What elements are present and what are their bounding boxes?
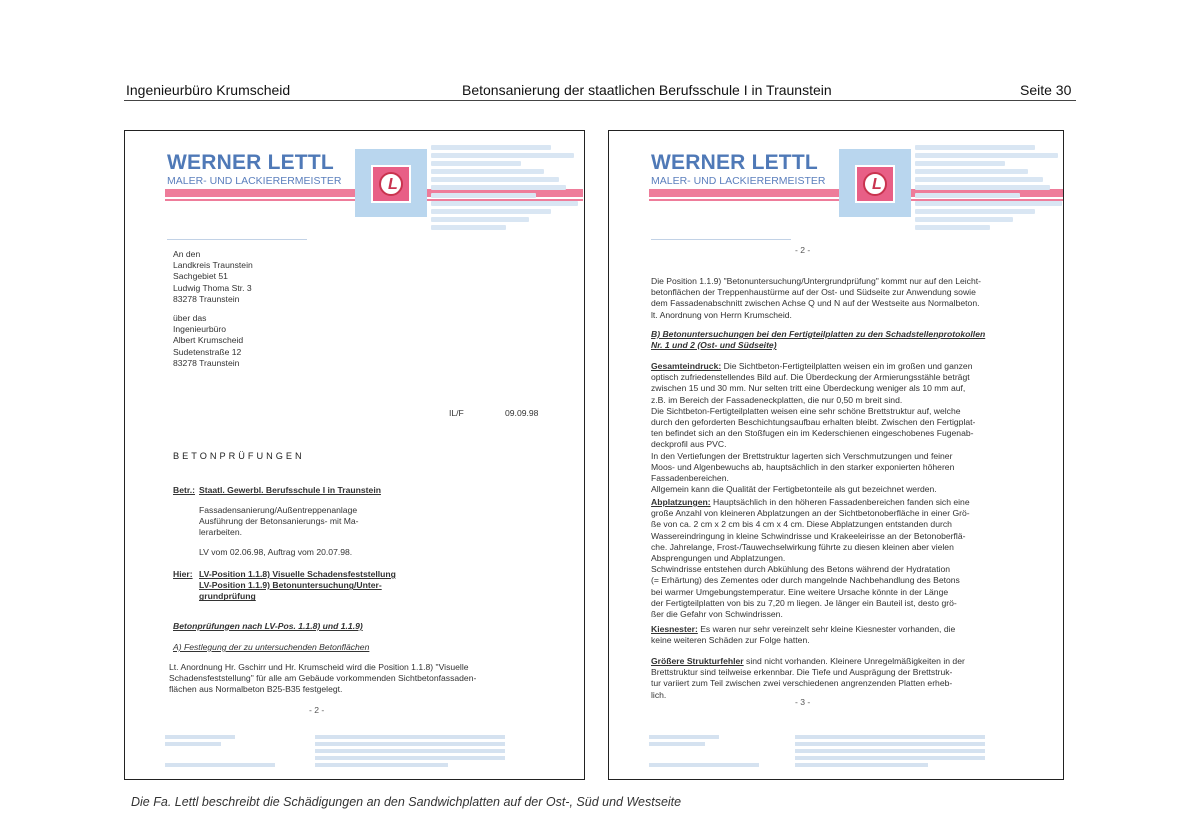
brand-name: WERNER LETTL <box>651 151 818 174</box>
brand-subtitle: MALER- UND LACKIERERMEISTER <box>167 175 342 187</box>
sender-line <box>651 239 791 240</box>
betr-value: Staatl. Gewerbl. Berufsschule I in Traunstein <box>199 485 381 495</box>
logo-letter: L <box>388 176 398 193</box>
brand-logo <box>839 149 911 217</box>
section-a-heading: A) Festlegung der zu untersuchenden Betonflächen <box>173 642 370 652</box>
letter-date: 09.09.98 <box>505 408 539 418</box>
header-center: Betonsanierung der staatlichen Berufsschule I in Traunstein <box>462 82 832 98</box>
logo-letter: L <box>872 176 882 193</box>
footer-bank <box>795 735 985 767</box>
gesamt-paragraph: Gesamteindruck: Die Sichtbeton-Fertigteilplatten weisen ein im großen und ganzen optisch zufriedenstellendes Bild auf. Die Überdeckung der Armierungsstähle beträgt zwischen 15 und 30 mm. Nur selten tritt eine Überdeckung weniger als 10 mm auf, z.B. im Bereich der Fassadeneckplatten, die nur 0,50 m breit sind. Die Sichtbeton-Fertigteilplatten weisen eine sehr schöne Brettstruktur auf, welche durch den geforderten Beschichtungsaufbau erhalten bleibt. Zwischen den Fertigplat- ten befindet sich an den Stoßfugen ein im Kederschienen eingeschobenes Fugenab- deckprofil aus PVC. In den Vertiefungen der Brettstruktur lagerten sich Verschmutzungen und feiner Moos- und Algenbewuchs ab, hauptsächlich in den starker exponierten höheren Fassadenbereichen. Allgemein kann die Qualität der Fertigbetonteile als gut bezeichnet werden. <box>651 361 976 495</box>
intro-paragraph: Die Position 1.1.9) "Betonuntersuchung/Untergrundprüfung" kommt nur auf den Leicht- betonflächen der Treppenhaustürme auf der Ost- und Südseite zur Anwendung sowie dem Fassadenabschnitt zwischen Achse Q und N auf der Westseite aus Normalbeton. lt. Anordnung von Herrn Krumscheid. <box>651 276 981 320</box>
recipient-address: An den Landkreis Traunstein Sachgebiet 51 Ludwig Thoma Str. 3 83278 Traunstein <box>173 249 253 304</box>
via-address: über das Ingenieurbüro Albert Krumscheid Sudetenstraße 12 83278 Traunstein <box>173 313 244 368</box>
strukturfehler-paragraph: Größere Strukturfehler sind nicht vorhanden. Kleinere Unregelmäßigkeiten in der Brettstruktur sind teilweise erkennbar. Die Tiefe und Ausprägung der Brettstruk- tur variiert zum Teil zwischen zwei verschiedenen angrenzenden Platten erheb- lich. <box>651 656 965 700</box>
kiesnester-paragraph: Kiesnester: Es waren nur sehr vereinzelt sehr kleine Kiesnester vorhanden, die keine weiteren Schäden zur Folge hatten. <box>651 624 956 646</box>
abplatzungen-paragraph: Abplatzungen: Hauptsächlich in den höheren Fassadenbereichen fanden sich eine große Anzahl von kleineren Abplatzungen an der Sichtbetonoberfläche in einer Grö- ße von ca. 2 cm x 2 cm bis 4 cm x 4 cm. Diese Abplatzungen entstanden durch Wassereindringung in kleine Schwindrisse und Krakeeleirisse an der Betonoberflä- che. Jahrelange, Frost-/Tauwechselwirkung führte zu diesen kleinen aber vielen Absprengungen und Abplatzungen. Schwindrisse entstehen durch Abkühlung des Betons während der Hydratation (= Erhärtung) des Zementes oder durch mangelnde Nachbehandlung des Betons bei warmer Umgebungstemperatur. Eine weitere Ursache könnte in der Länge der Fertigteilplatten von bis zu 7,20 m liegen. Je länger ein Bauteil ist, desto grö- ßer die Gefahr von Schwindrissen. <box>651 497 970 620</box>
header-rule <box>124 100 1076 101</box>
header-left: Ingenieurbüro Krumscheid <box>126 82 291 98</box>
page-number: - 3 - <box>795 697 811 707</box>
sender-line <box>167 239 307 240</box>
brand-subtitle: MALER- UND LACKIERERMEISTER <box>651 175 826 187</box>
letter-page-right <box>608 130 1064 780</box>
page-top-number: - 2 - <box>795 245 811 255</box>
section-a-paragraph: Lt. Anordnung Hr. Gschirr und Hr. Krumscheid wird die Position 1.1.8) "Visuelle Schadensfeststellung" für alle am Gebäude vorkommenden Sichtbetonfassaden- flächen aus Normalbeton B25-B35 festgelegt. <box>169 662 477 695</box>
hier-lines: LV-Position 1.1.8) Visuelle Schadensfeststellung LV-Position 1.1.9) Betonuntersuchung/Unter- grundprüfung <box>199 569 396 602</box>
page-number: - 2 - <box>309 705 325 715</box>
section-b-heading: B) Betonuntersuchungen bei den Fertigteilplatten zu den Schadstellenprotokollen Nr. 1 und 2 (Ost- und Südseite) <box>651 329 986 351</box>
lv-line: LV vom 02.06.98, Auftrag vom 20.07.98. <box>199 547 353 557</box>
figure-caption: Die Fa. Lettl beschreibt die Schädigungen an den Sandwichplatten auf der Ost-, Süd und Westseite <box>131 795 682 809</box>
betr-label: Betr.: <box>173 485 195 495</box>
header-right: Seite 30 <box>1020 82 1072 98</box>
brand-name: WERNER LETTL <box>167 151 334 174</box>
footer-tax <box>649 763 759 767</box>
footer-tax <box>165 763 275 767</box>
footer-contact <box>649 735 719 746</box>
services-list <box>915 145 1064 233</box>
hier-label: Hier: <box>173 569 193 579</box>
services-list <box>431 145 581 233</box>
ref-code: IL/F <box>449 408 464 418</box>
brand-logo <box>355 149 427 217</box>
letter-page-left <box>124 130 585 780</box>
footer-bank <box>315 735 505 767</box>
letter-heading: BETONPRÜFUNGEN <box>173 451 305 461</box>
betr-details: Fassadensanierung/Außentreppenanlage Ausführung der Betonsanierungs- mit Ma- lerarbeiten. <box>199 505 359 538</box>
footer-contact <box>165 735 235 746</box>
sub-heading: Betonprüfungen nach LV-Pos. 1.1.8) und 1.1.9) <box>173 621 363 631</box>
